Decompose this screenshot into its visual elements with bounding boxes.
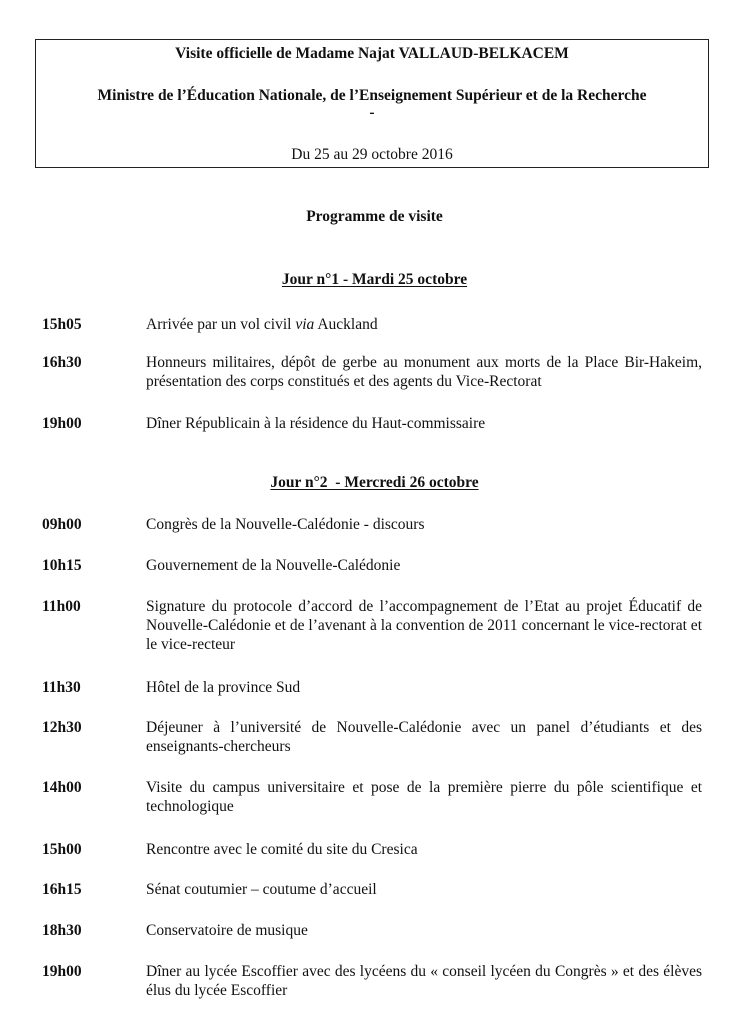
visit-title: Visite officielle de Madame Najat VALLAUD-BELKACEM [175,45,569,62]
schedule-entry [42,315,702,334]
visit-dates: Du 25 au 29 octobre 2016 [291,146,453,163]
entry-time: 10h15 [42,557,82,574]
schedule-entry [42,515,702,534]
entry-time: 16h30 [42,354,82,371]
entry-description: Sénat coutumier – coutume d’accueil [146,881,377,898]
entry-description-part: Arrivée par un vol civil [146,316,296,333]
ministry-title: Ministre de l’Éducation Nationale, de l’Enseignement Supérieur et de la Recherche [97,87,647,104]
entry-description: Visite du campus universitaire et pose de la première pierre du pôle scientifique et technologique [146,779,702,815]
schedule-entry [42,962,702,1000]
schedule-entry [42,778,702,816]
entry-description: Dîner au lycée Escoffier avec des lycéens du « conseil lycéen du Congrès » et des élèves élus du lycée Escoffier [146,963,702,999]
entry-description [146,315,702,334]
schedule-entry [42,353,702,391]
entry-description: Dîner Républicain à la résidence du Haut-commissaire [146,415,486,432]
day-2-heading [0,474,749,492]
entry-time: 11h30 [42,679,81,696]
entry-time: 15h00 [42,841,82,858]
schedule-entry [42,718,702,756]
schedule-entry [42,414,702,433]
schedule-entry [42,678,702,697]
schedule-entry [42,880,702,899]
schedule-entry [42,556,702,575]
entry-time: 19h00 [42,415,82,432]
entry-description: Honneurs militaires, dépôt de gerbe au monument aux morts de la Place Bir-Hakeim, présentation des corps constitués et des agents du Vice-Rectorat [146,354,702,390]
entry-time: 19h00 [42,963,82,980]
entry-description: Gouvernement de la Nouvelle-Calédonie [146,557,401,574]
entry-time: 12h30 [42,719,82,736]
entry-time: 15h05 [42,316,82,333]
entry-time: 18h30 [42,922,82,939]
entry-time: 16h15 [42,881,82,898]
entry-description: Rencontre avec le comité du site du Cresica [146,841,418,858]
entry-description: Déjeuner à l’université de Nouvelle-Calédonie avec un panel d’étudiants et des enseignants-chercheurs [146,719,702,755]
entry-time: 14h00 [42,779,82,796]
header-separator: - [369,104,375,121]
entry-description: Hôtel de la province Sud [146,679,301,696]
schedule-entry [42,597,702,654]
programme-title: Programme de visite [306,208,443,225]
schedule-entry [42,921,702,940]
header-box [35,39,709,168]
entry-description: Congrès de la Nouvelle-Calédonie - discours [146,516,425,533]
entry-description: Conservatoire de musique [146,922,308,939]
entry-description: Signature du protocole d’accord de l’accompagnement de l’Etat au projet Éducatif de Nouvelle-Calédonie et de l’avenant à la convention de 2011 concernant le vice-rectorat et le vice-recteur [146,598,702,653]
entry-description-italic: via [295,316,315,333]
day-1-heading [0,271,749,289]
entry-description-part: Auckland [314,316,378,333]
day-1-heading-text: Jour n°1 - Mardi 25 octobre [281,271,468,288]
day-2-heading-text: Jour n°2 - Mercredi 26 octobre [270,474,479,491]
entry-time: 11h00 [42,598,81,615]
schedule-entry [42,840,702,859]
entry-time: 09h00 [42,516,82,533]
